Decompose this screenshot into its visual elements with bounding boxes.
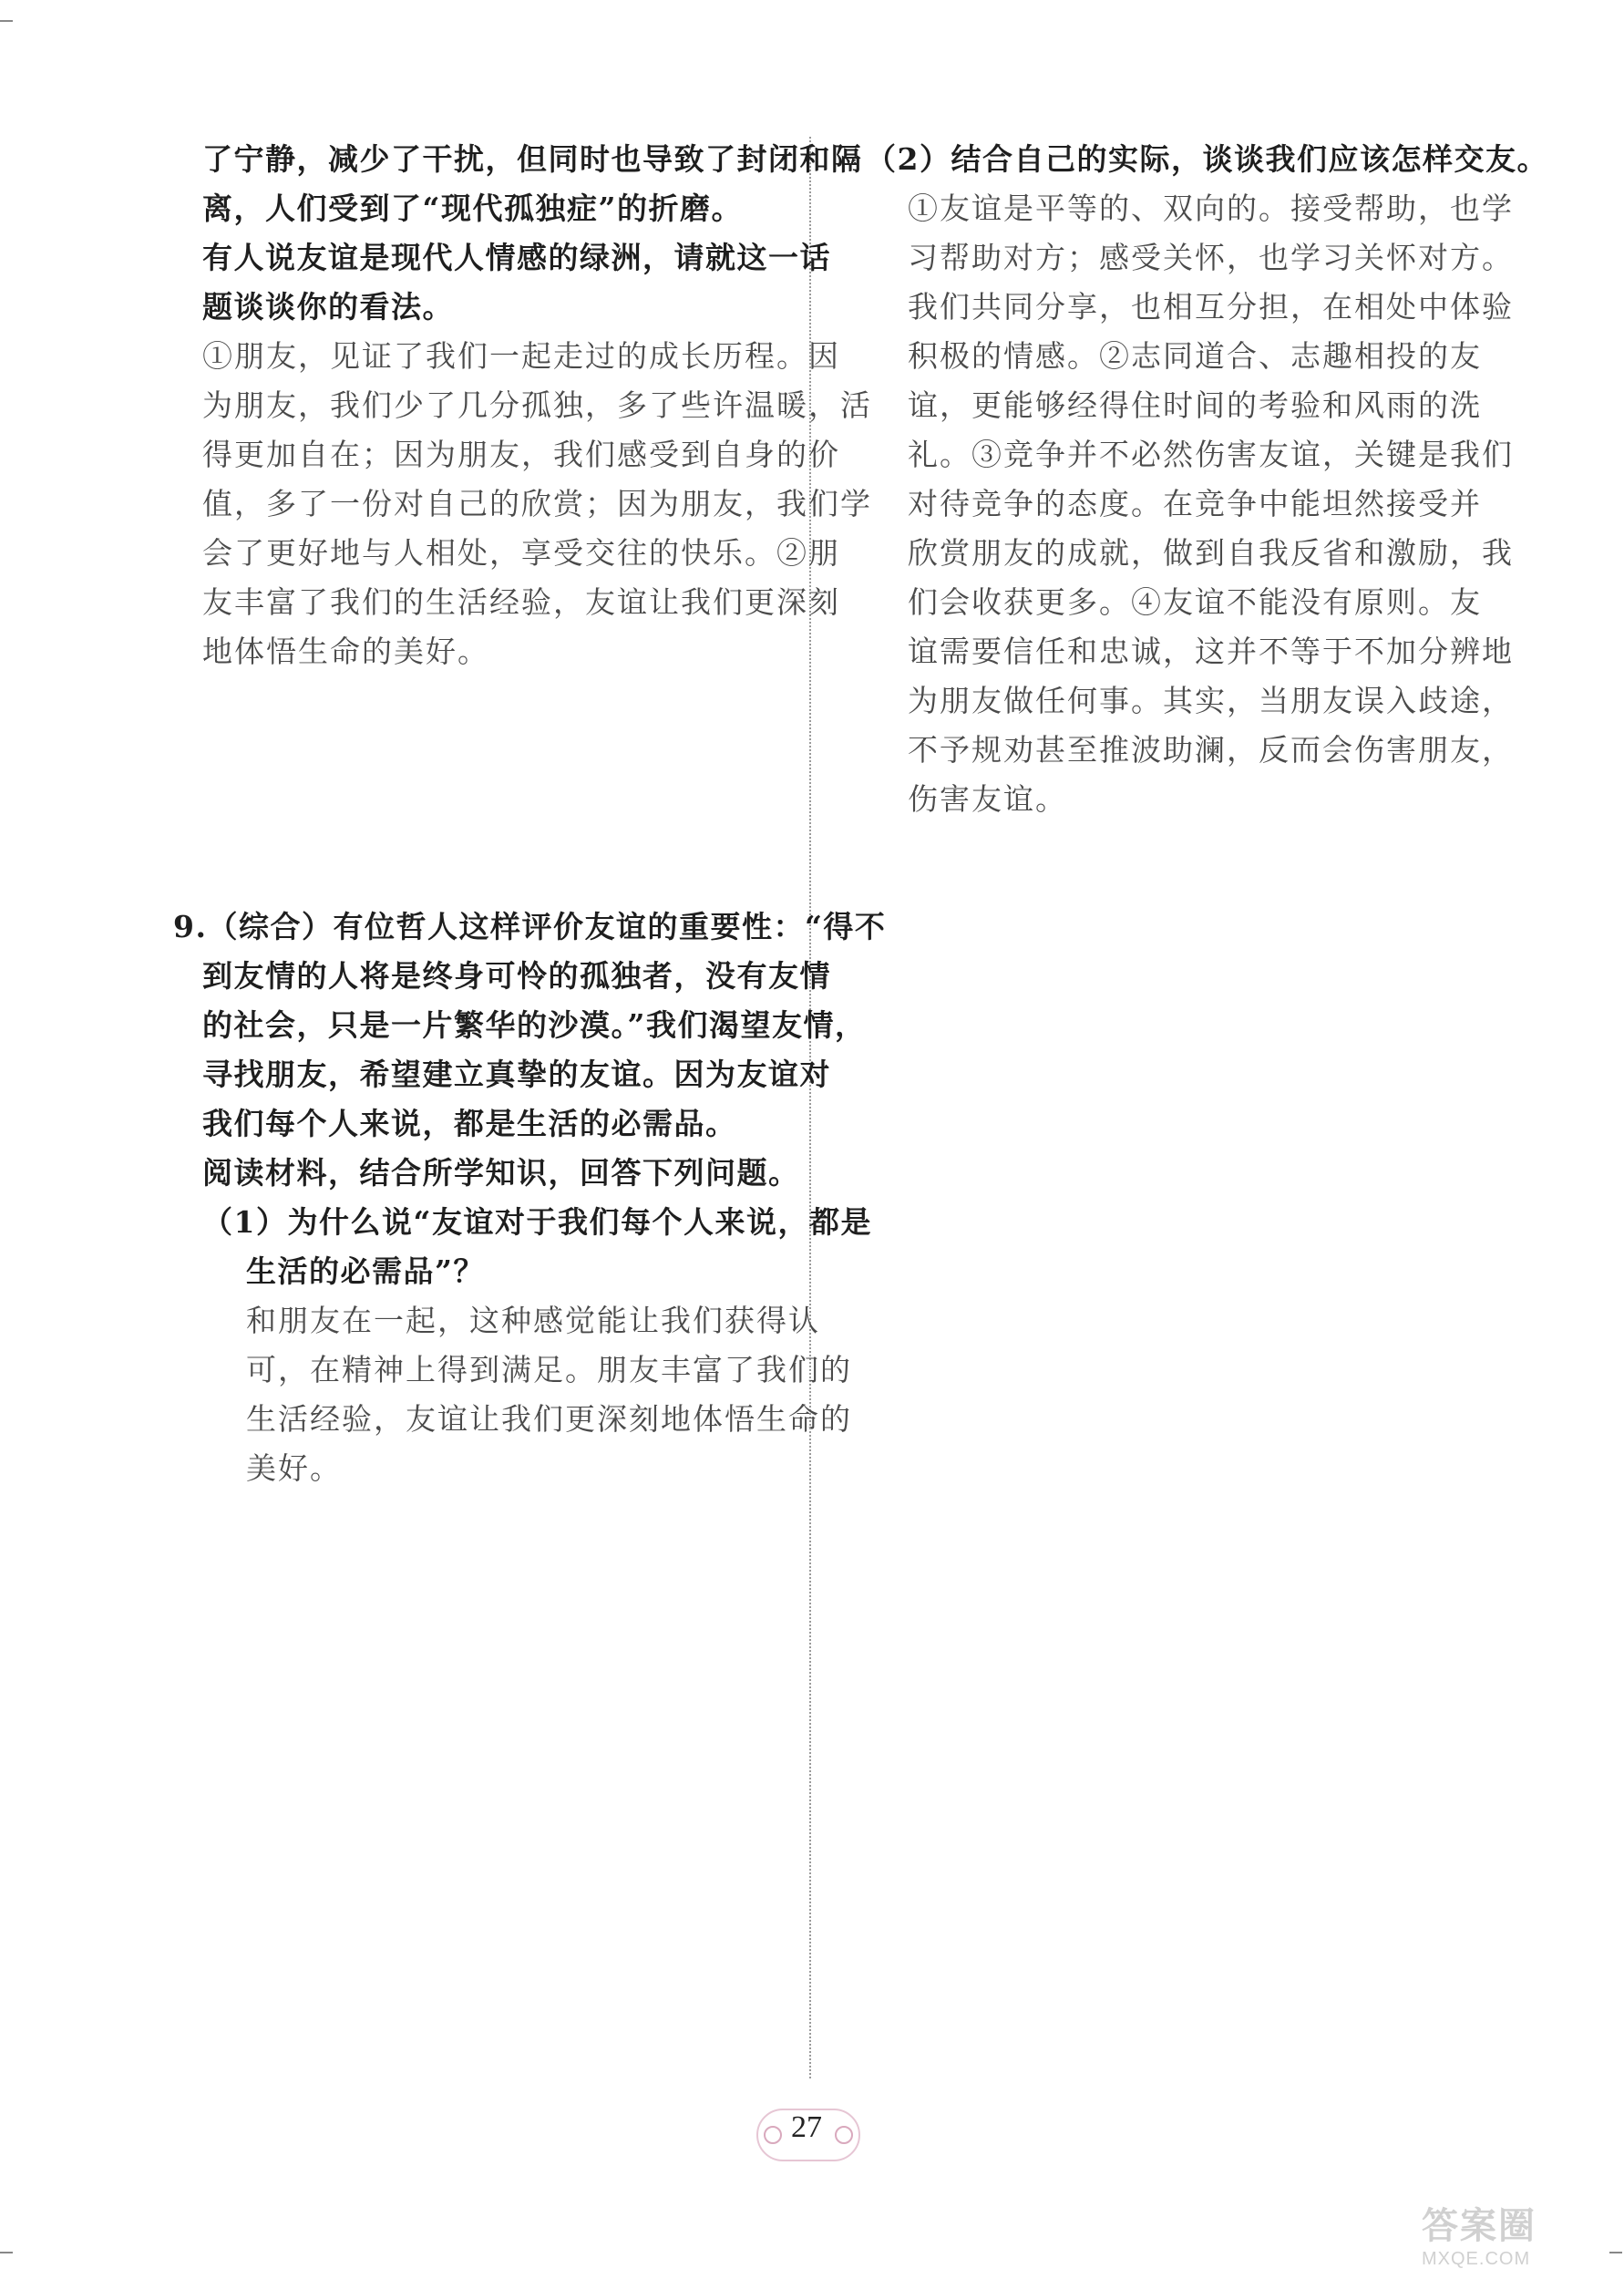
q9-instruction: 阅读材料，结合所学知识，回答下列问题。 [202,1155,800,1191]
q9-stem-line: 9.（综合）有位哲人这样评价友谊的重要性：“得不 [173,909,887,944]
answer2-line: 不予规劝甚至推波助澜，反而会伤害朋友， [908,732,1514,768]
answer2-line: 积极的情感。②志同道合、志趣相投的友 [908,338,1482,374]
right-column [866,135,1548,824]
answer-line: 得更加自在；因为朋友，我们感受到自身的价 [202,437,840,472]
answer2-line: 伤害友谊。 [908,781,1067,817]
crop-mark-bottom-left [0,2252,13,2253]
answer2-line: ①友谊是平等的、双向的。接受帮助，也学 [908,191,1514,226]
page-number: 27 [791,2110,822,2144]
material-line: 离，人们受到了“现代孤独症”的折磨。 [202,191,743,226]
q9-sub1-line: （1）为什么说“友谊对于我们每个人来说，都是 [202,1204,872,1240]
watermark-title: 答案圈 [1422,2206,1537,2246]
q9-sub1-line: 生活的必需品”？ [246,1253,485,1289]
q9-stem-line: 我们每个人来说，都是生活的必需品。 [202,1106,737,1141]
q9-stem-line: 到友情的人将是终身可怜的孤独者，没有友情 [202,958,831,994]
answer2-line: 礼。③竞争并不必然伤害友谊，关键是我们 [908,437,1514,472]
answer-line: 会了更好地与人相处，享受交往的快乐。②朋 [202,535,840,571]
answer-line: ①朋友，见证了我们一起走过的成长历程。因 [202,338,840,374]
q9-sub2-title: （2）结合自己的实际，谈谈我们应该怎样交友。 [866,141,1548,177]
answer2-line: 习帮助对方；感受关怀，也学习关怀对方。 [908,240,1514,275]
q9-answer1-line: 可，在精神上得到满足。朋友丰富了我们的 [246,1352,852,1387]
q9-stem-line: 的社会，只是一片繁华的沙漠。”我们渴望友情， [202,1007,867,1043]
q9-stem-line: 寻找朋友，希望建立真挚的友谊。因为友谊对 [202,1057,831,1092]
question-9 [173,902,887,1493]
left-column [202,135,872,676]
watermark-url: MXQE.COM [1422,2249,1531,2269]
q9-answer1-line: 和朋友在一起，这种感觉能让我们获得认 [246,1303,820,1338]
material-line: 了宁静，减少了干扰，但同时也导致了封闭和隔 [202,141,863,177]
answer2-line: 我们共同分享，也相互分担，在相处中体验 [908,289,1514,325]
answer2-line: 为朋友做任何事。其实，当朋友误入歧途， [908,683,1514,718]
answer2-line: 谊需要信任和忠诚，这并不等于不加分辨地 [908,634,1514,669]
question-line: 有人说友谊是现代人情感的绿洲，请就这一话 [202,240,831,275]
answer2-line: 谊，更能够经得住时间的考验和风雨的洗 [908,387,1482,423]
answer-line: 值，多了一份对自己的欣赏；因为朋友，我们学 [202,486,872,521]
answer-line: 友丰富了我们的生活经验，友谊让我们更深刻 [202,584,840,620]
answer2-line: 对待竞争的态度。在竞争中能坦然接受并 [908,486,1482,521]
crop-mark-top-left [0,20,13,22]
column-divider [809,137,811,2078]
page-number-badge [747,2101,866,2174]
answer2-line: 欣赏朋友的成就，做到自我反省和激励，我 [908,535,1514,571]
q9-answer1-line: 生活经验，友谊让我们更深刻地体悟生命的 [246,1401,852,1437]
question-line: 题谈谈你的看法。 [202,289,454,325]
answer-line: 地体悟生命的美好。 [202,634,489,669]
answer-line: 为朋友，我们少了几分孤独，多了些许温暖，活 [202,387,872,423]
q9-answer1-line: 美好。 [246,1450,342,1486]
watermark-logo [1422,2197,1613,2270]
answer2-line: 们会收获更多。④友谊不能没有原则。友 [908,584,1482,620]
